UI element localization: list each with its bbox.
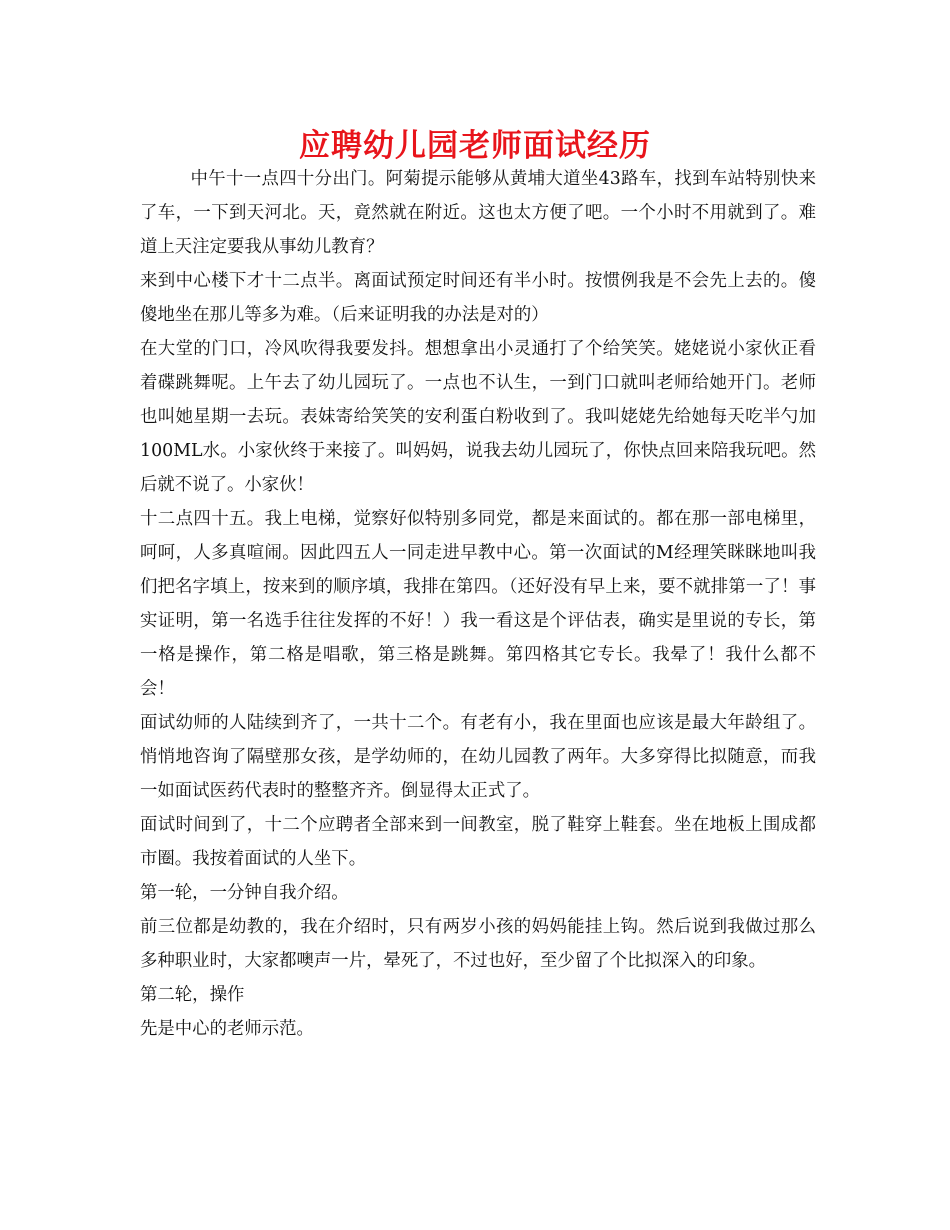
- paragraph: 前三位都是幼教的，我在介绍时，只有两岁小孩的妈妈能挂上钩。然后说到我做过那么多种职业时，大家都噢声一片，晕死了，不过也好，至少留了个比拟深入的印象。: [140, 917, 816, 971]
- paragraph: 第二轮，操作: [140, 985, 245, 1005]
- paragraph: 第一轮，一分钟自我介绍。: [140, 883, 349, 903]
- page-title: 应聘幼儿园老师面试经历: [299, 128, 651, 164]
- paragraph: 在大堂的门口，冷风吹得我要发抖。想想拿出小灵通打了个给笑笑。姥姥说小家伙正看着碟跳舞呢。上午去了幼儿园玩了。一点也不认生，一到门口就叫老师给她开门。老师也叫她星期一去玩。表妹寄给笑笑的安利蛋白粉收到了。我叫姥姥先给她每天吃半勺加100ML水。小家伙终于来接了。叫妈妈，说我去幼儿园玩了，你快点回来陪我玩吧。然后就不说了。小家伙！: [140, 339, 816, 495]
- paragraph: 十二点四十五。我上电梯，觉察好似特别多同党，都是来面试的。都在那一部电梯里，呵呵，人多真喧闹。因此四五人一同走进早教中心。第一次面试的M经理笑眯眯地叫我们把名字填上，按来到的顺序填，我排在第四。（还好没有早上来，要不就排第一了！事实证明，第一名选手往往发挥的不好！）我一看这是个评估表，确实是里说的专长，第一格是操作，第二格是唱歌，第三格是跳舞。第四格其它专长。我晕了！我什么都不会！: [140, 509, 816, 699]
- paragraph: 面试时间到了，十二个应聘者全部来到一间教室，脱了鞋穿上鞋套。坐在地板上围成都市圈。我按着面试的人坐下。: [140, 815, 816, 869]
- paragraph: 中午十一点四十分出门。阿菊提示能够从黄埔大道坐43路车，找到车站特别快来了车，一下到天河北。天，竟然就在附近。这也太方便了吧。一个小时不用就到了。难道上天注定要我从事幼儿教育？: [140, 169, 816, 257]
- paragraph: 面试幼师的人陆续到齐了，一共十二个。有老有小，我在里面也应该是最大年龄组了。悄悄地咨询了隔壁那女孩，是学幼师的，在幼儿园教了两年。大多穿得比拟随意，而我一如面试医药代表时的整整齐齐。倒显得太正式了。: [140, 713, 816, 801]
- paragraph: 先是中心的老师示范。: [140, 1019, 314, 1039]
- paragraph: 来到中心楼下才十二点半。离面试预定时间还有半小时。按惯例我是不会先上去的。傻傻地坐在那儿等多为难。（后来证明我的办法是对的）: [140, 271, 816, 325]
- document-body: [140, 162, 816, 1046]
